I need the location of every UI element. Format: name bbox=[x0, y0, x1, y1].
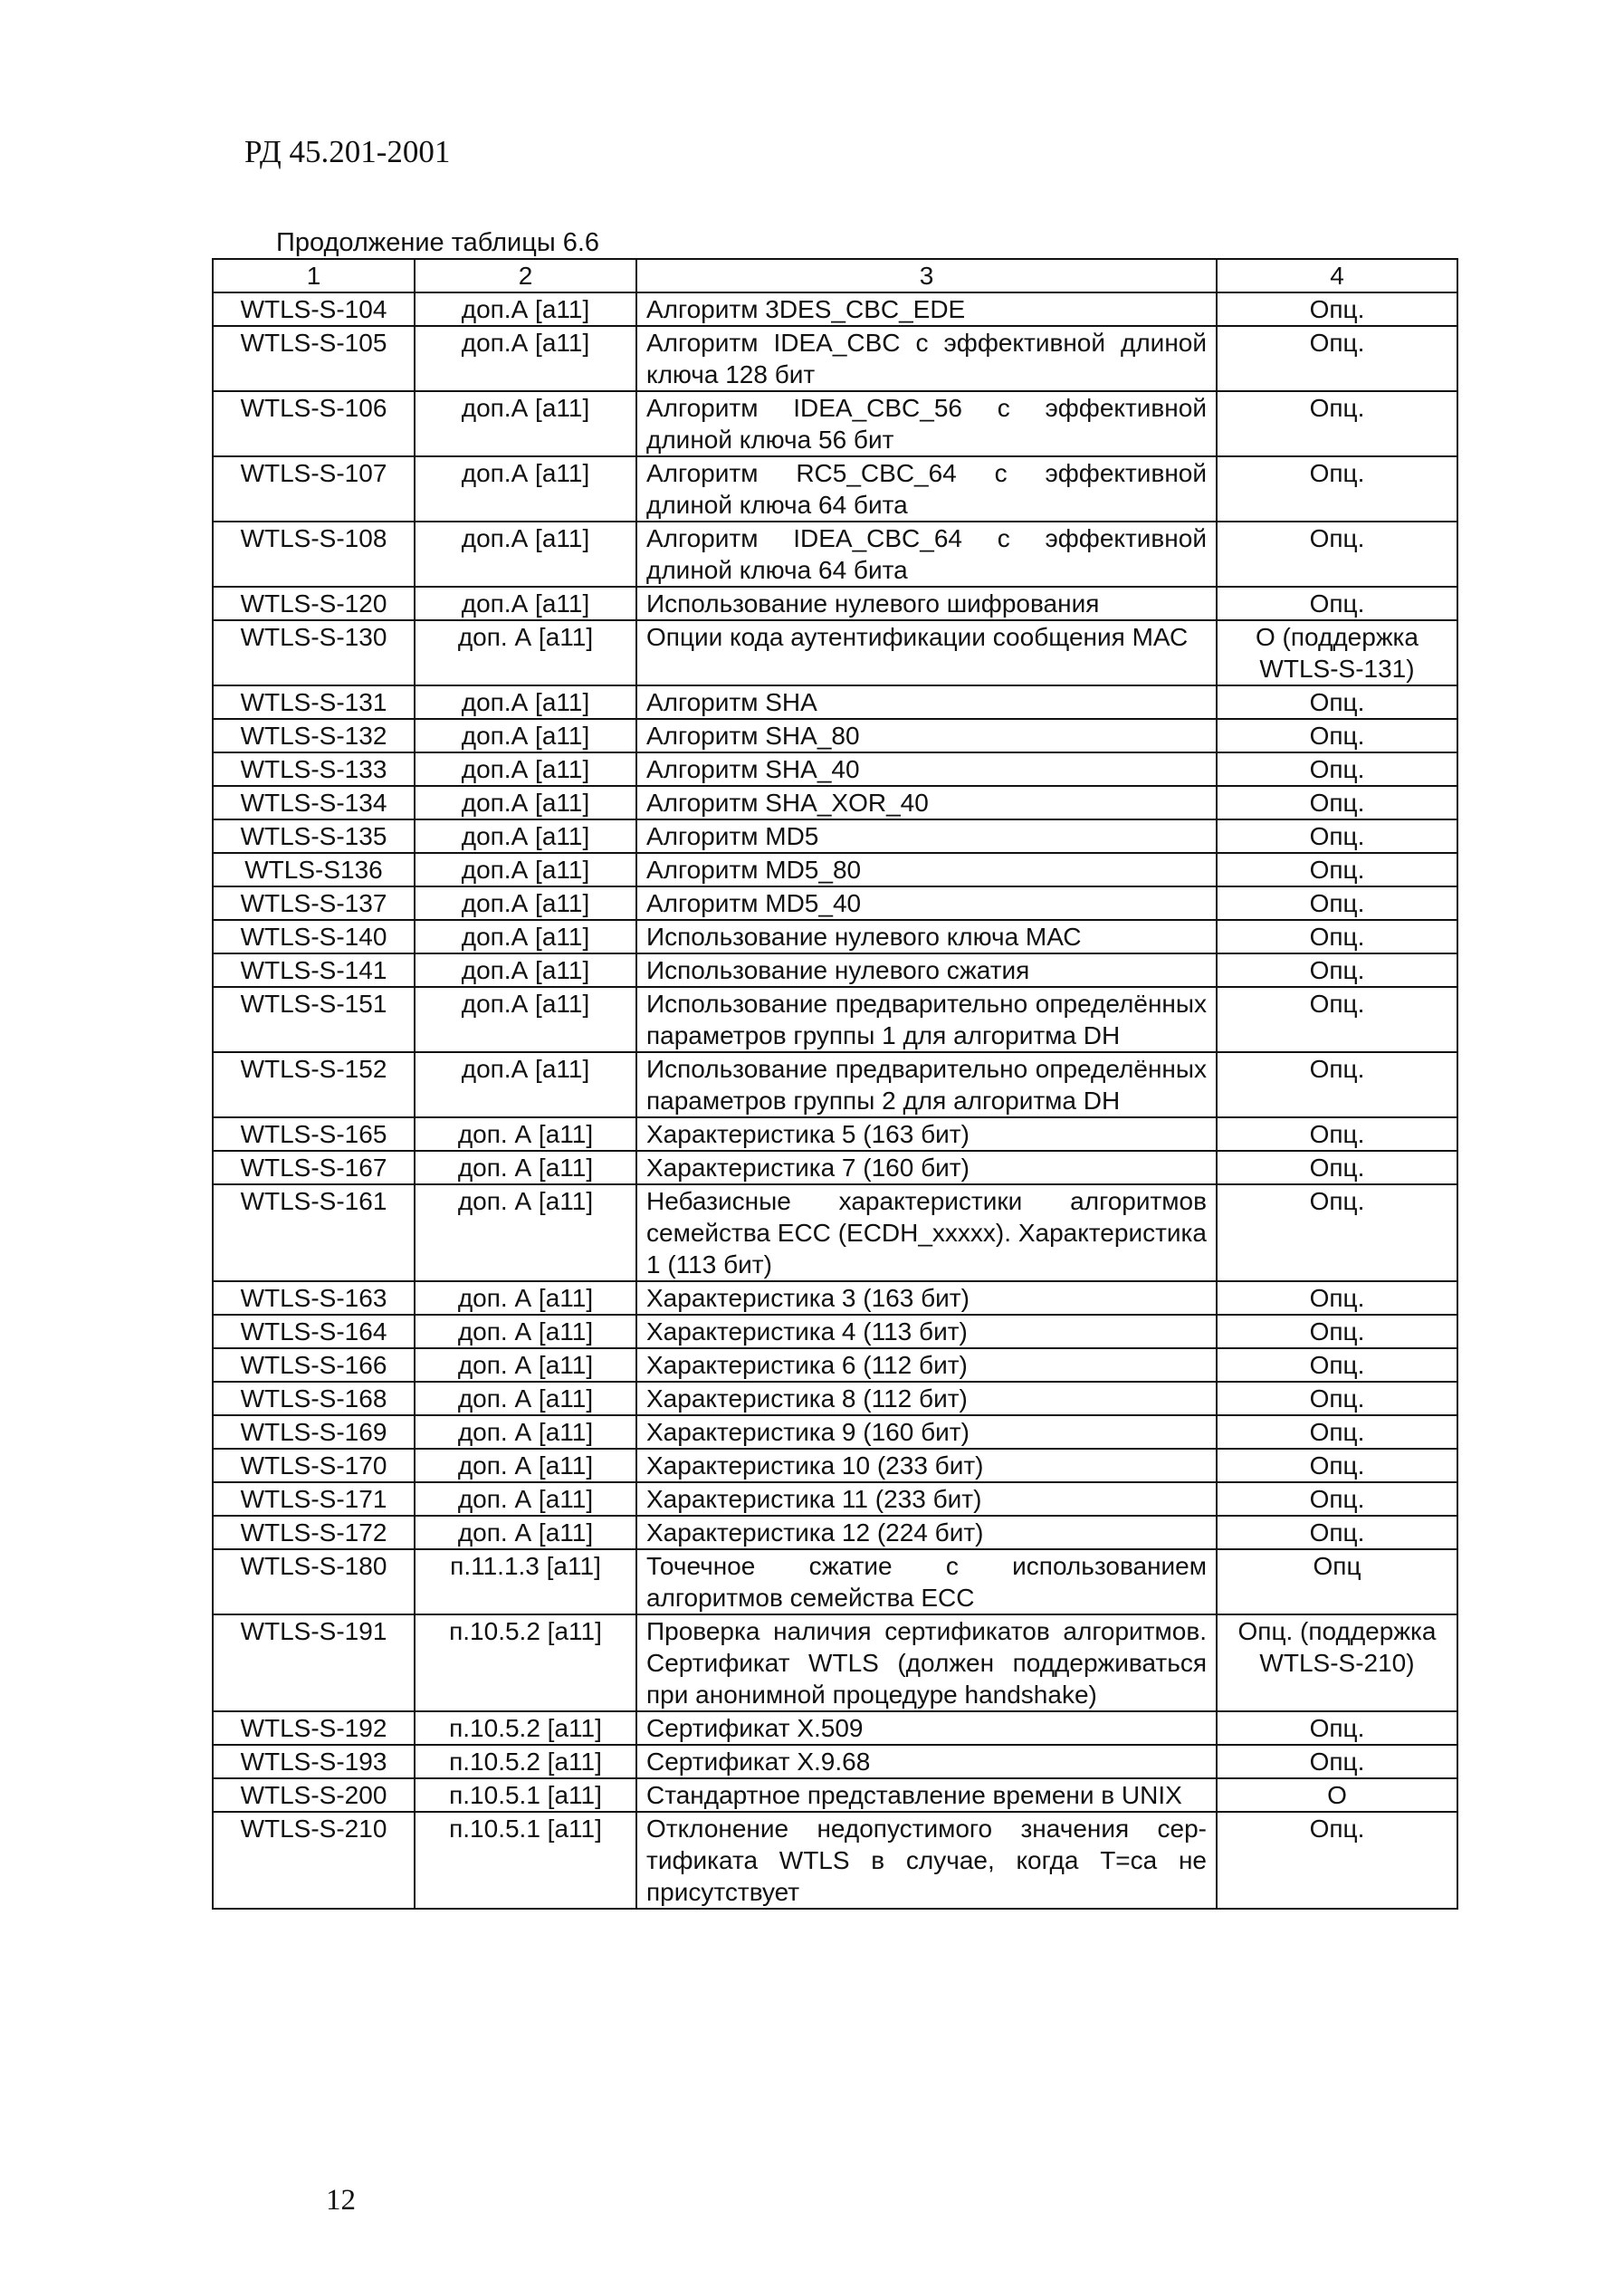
requirement-id-cell: WTLS-S-106 bbox=[213, 391, 415, 456]
reference-cell: доп. А [a11] bbox=[415, 1415, 636, 1449]
reference-cell: доп.А [a11] bbox=[415, 920, 636, 953]
status-cell: Опц. bbox=[1217, 1516, 1457, 1549]
table-body bbox=[213, 259, 1457, 1909]
reference-cell: п.10.5.2 [a11] bbox=[415, 1614, 636, 1711]
requirement-id-cell: WTLS-S-169 bbox=[213, 1415, 415, 1449]
reference-cell: доп.А [a11] bbox=[415, 719, 636, 752]
table-row bbox=[213, 1778, 1457, 1812]
status-cell: Опц. bbox=[1217, 987, 1457, 1052]
table-row bbox=[213, 886, 1457, 920]
status-cell: Опц. bbox=[1217, 1052, 1457, 1117]
requirement-id-cell: WTLS-S-105 bbox=[213, 326, 415, 391]
status-cell: Опц. bbox=[1217, 456, 1457, 522]
description-cell: Небазисные характеристики алгоритмов семейства ЕСС (ECDH_xxxxx). Характеристика 1 (113 бит) bbox=[636, 1184, 1217, 1281]
table-row bbox=[213, 456, 1457, 522]
requirement-id-cell: WTLS-S-191 bbox=[213, 1614, 415, 1711]
table-row bbox=[213, 1151, 1457, 1184]
description-cell: Характеристика 3 (163 бит) bbox=[636, 1281, 1217, 1315]
reference-cell: п.10.5.2 [a11] bbox=[415, 1745, 636, 1778]
status-cell: Опц. bbox=[1217, 953, 1457, 987]
requirement-id-cell: WTLS-S-161 bbox=[213, 1184, 415, 1281]
status-cell: О (поддержка WTLS-S-131) bbox=[1217, 620, 1457, 685]
requirement-id-cell: WTLS-S-132 bbox=[213, 719, 415, 752]
description-cell: Характеристика 10 (233 бит) bbox=[636, 1449, 1217, 1482]
table-row bbox=[213, 853, 1457, 886]
table-row bbox=[213, 685, 1457, 719]
status-cell: Опц. bbox=[1217, 1315, 1457, 1348]
reference-cell: доп.А [a11] bbox=[415, 752, 636, 786]
reference-cell: доп.А [a11] bbox=[415, 685, 636, 719]
description-cell: Характеристика 8 (112 бит) bbox=[636, 1382, 1217, 1415]
reference-cell: доп.А [a11] bbox=[415, 587, 636, 620]
requirement-id-cell: WTLS-S-166 bbox=[213, 1348, 415, 1382]
requirement-id-cell: WTLS-S-210 bbox=[213, 1812, 415, 1909]
table-row bbox=[213, 292, 1457, 326]
description-cell: Характеристика 11 (233 бит) bbox=[636, 1482, 1217, 1516]
requirement-id-cell: WTLS-S-134 bbox=[213, 786, 415, 819]
description-cell: Точечное сжатие с использованием алгоритмов семейства ЕСС bbox=[636, 1549, 1217, 1614]
reference-cell: доп.А [a11] bbox=[415, 987, 636, 1052]
description-cell: Использование нулевого сжатия bbox=[636, 953, 1217, 987]
table-row bbox=[213, 786, 1457, 819]
table-row bbox=[213, 620, 1457, 685]
reference-cell: доп.А [a11] bbox=[415, 953, 636, 987]
reference-cell: доп.А [a11] bbox=[415, 292, 636, 326]
column-header-3: 3 bbox=[636, 259, 1217, 292]
status-cell: Опц. bbox=[1217, 1711, 1457, 1745]
status-cell: Опц. bbox=[1217, 1117, 1457, 1151]
table-row bbox=[213, 1281, 1457, 1315]
table-row bbox=[213, 1052, 1457, 1117]
requirement-id-cell: WTLS-S-130 bbox=[213, 620, 415, 685]
reference-cell: доп. А [a11] bbox=[415, 1281, 636, 1315]
description-cell: Отклонение недопустимого значения сер-тификата WTLS в случае, когда T=ca не присутствует bbox=[636, 1812, 1217, 1909]
description-cell: Алгоритм RC5_CBC_64 с эффективной длиной ключа 64 бита bbox=[636, 456, 1217, 522]
description-cell: Алгоритм SHA_XOR_40 bbox=[636, 786, 1217, 819]
reference-cell: доп. А [a11] bbox=[415, 1516, 636, 1549]
description-cell: Алгоритм SHA_80 bbox=[636, 719, 1217, 752]
status-cell: Опц. bbox=[1217, 1151, 1457, 1184]
reference-cell: доп.А [a11] bbox=[415, 391, 636, 456]
requirement-id-cell: WTLS-S-171 bbox=[213, 1482, 415, 1516]
description-cell: Использование предварительно определённых параметров группы 2 для алгоритма DH bbox=[636, 1052, 1217, 1117]
status-cell: О bbox=[1217, 1778, 1457, 1812]
table-row bbox=[213, 522, 1457, 587]
status-cell: Опц. bbox=[1217, 1382, 1457, 1415]
description-cell: Использование предварительно определённых параметров группы 1 для алгоритма DH bbox=[636, 987, 1217, 1052]
reference-cell: доп. А [a11] bbox=[415, 1184, 636, 1281]
table-row bbox=[213, 953, 1457, 987]
reference-cell: п.10.5.2 [a11] bbox=[415, 1711, 636, 1745]
status-cell: Опц. bbox=[1217, 719, 1457, 752]
requirement-id-cell: WTLS-S-151 bbox=[213, 987, 415, 1052]
description-cell: Использование нулевого ключа МАС bbox=[636, 920, 1217, 953]
description-cell: Характеристика 6 (112 бит) bbox=[636, 1348, 1217, 1382]
column-header-2: 2 bbox=[415, 259, 636, 292]
description-cell: Характеристика 12 (224 бит) bbox=[636, 1516, 1217, 1549]
table-row bbox=[213, 1315, 1457, 1348]
reference-cell: доп.А [a11] bbox=[415, 886, 636, 920]
reference-cell: доп. А [a11] bbox=[415, 1151, 636, 1184]
description-cell: Характеристика 5 (163 бит) bbox=[636, 1117, 1217, 1151]
table-row bbox=[213, 1117, 1457, 1151]
requirement-id-cell: WTLS-S-167 bbox=[213, 1151, 415, 1184]
description-cell: Алгоритм SHA_40 bbox=[636, 752, 1217, 786]
requirement-id-cell: WTLS-S-170 bbox=[213, 1449, 415, 1482]
requirement-id-cell: WTLS-S-164 bbox=[213, 1315, 415, 1348]
description-cell: Стандартное представление времени в UNIX bbox=[636, 1778, 1217, 1812]
description-cell: Алгоритм MD5 bbox=[636, 819, 1217, 853]
column-header-1: 1 bbox=[213, 259, 415, 292]
reference-cell: доп.А [a11] bbox=[415, 1052, 636, 1117]
status-cell: Опц. bbox=[1217, 1415, 1457, 1449]
status-cell: Опц. bbox=[1217, 920, 1457, 953]
table-row bbox=[213, 819, 1457, 853]
reference-cell: п.11.1.3 [a11] bbox=[415, 1549, 636, 1614]
requirements-table bbox=[212, 258, 1458, 1910]
requirement-id-cell: WTLS-S-137 bbox=[213, 886, 415, 920]
description-cell: Алгоритм IDEA_CBC_64 с эффективной длиной ключа 64 бита bbox=[636, 522, 1217, 587]
reference-cell: доп.А [a11] bbox=[415, 786, 636, 819]
reference-cell: доп.А [a11] bbox=[415, 853, 636, 886]
table-row bbox=[213, 1348, 1457, 1382]
requirement-id-cell: WTLS-S-135 bbox=[213, 819, 415, 853]
requirement-id-cell: WTLS-S-152 bbox=[213, 1052, 415, 1117]
description-cell: Алгоритм MD5_40 bbox=[636, 886, 1217, 920]
requirement-id-cell: WTLS-S-107 bbox=[213, 456, 415, 522]
requirement-id-cell: WTLS-S-193 bbox=[213, 1745, 415, 1778]
description-cell: Характеристика 4 (113 бит) bbox=[636, 1315, 1217, 1348]
reference-cell: доп. А [a11] bbox=[415, 1348, 636, 1382]
table-row bbox=[213, 1184, 1457, 1281]
status-cell: Опц. (поддержка WTLS-S-210) bbox=[1217, 1614, 1457, 1711]
reference-cell: п.10.5.1 [a11] bbox=[415, 1812, 636, 1909]
table-row bbox=[213, 1415, 1457, 1449]
status-cell: Опц bbox=[1217, 1549, 1457, 1614]
status-cell: Опц. bbox=[1217, 1449, 1457, 1482]
table-header-row bbox=[213, 259, 1457, 292]
status-cell: Опц. bbox=[1217, 1812, 1457, 1909]
status-cell: Опц. bbox=[1217, 1745, 1457, 1778]
reference-cell: доп. А [a11] bbox=[415, 1449, 636, 1482]
reference-cell: доп. А [a11] bbox=[415, 620, 636, 685]
description-cell: Проверка наличия сертификатов алгоритмов. Сертификат WTLS (должен поддерживаться при анонимной процедуре handshake) bbox=[636, 1614, 1217, 1711]
requirement-id-cell: WTLS-S-180 bbox=[213, 1549, 415, 1614]
status-cell: Опц. bbox=[1217, 685, 1457, 719]
status-cell: Опц. bbox=[1217, 522, 1457, 587]
status-cell: Опц. bbox=[1217, 853, 1457, 886]
description-cell: Сертификат X.9.68 bbox=[636, 1745, 1217, 1778]
description-cell: Сертификат X.509 bbox=[636, 1711, 1217, 1745]
requirement-id-cell: WTLS-S-192 bbox=[213, 1711, 415, 1745]
table-caption: Продолжение таблицы 6.6 bbox=[276, 228, 600, 257]
reference-cell: доп. А [a11] bbox=[415, 1382, 636, 1415]
status-cell: Опц. bbox=[1217, 1184, 1457, 1281]
reference-cell: доп.А [a11] bbox=[415, 456, 636, 522]
requirement-id-cell: WTLS-S-165 bbox=[213, 1117, 415, 1151]
table-row bbox=[213, 752, 1457, 786]
description-cell: Алгоритм IDEA_CBC_56 с эффективной длиной ключа 56 бит bbox=[636, 391, 1217, 456]
table-row bbox=[213, 1711, 1457, 1745]
description-cell: Алгоритм MD5_80 bbox=[636, 853, 1217, 886]
status-cell: Опц. bbox=[1217, 1348, 1457, 1382]
requirement-id-cell: WTLS-S-172 bbox=[213, 1516, 415, 1549]
status-cell: Опц. bbox=[1217, 1281, 1457, 1315]
page-number: 12 bbox=[326, 2184, 356, 2217]
description-cell: Алгоритм SHA bbox=[636, 685, 1217, 719]
status-cell: Опц. bbox=[1217, 819, 1457, 853]
status-cell: Опц. bbox=[1217, 786, 1457, 819]
table-row bbox=[213, 1482, 1457, 1516]
table-row bbox=[213, 920, 1457, 953]
table-row bbox=[213, 1745, 1457, 1778]
description-cell: Опции кода аутентификации сообщения МАС bbox=[636, 620, 1217, 685]
requirement-id-cell: WTLS-S-120 bbox=[213, 587, 415, 620]
requirement-id-cell: WTLS-S-140 bbox=[213, 920, 415, 953]
requirement-id-cell: WTLS-S-133 bbox=[213, 752, 415, 786]
requirement-id-cell: WTLS-S-163 bbox=[213, 1281, 415, 1315]
description-cell: Характеристика 7 (160 бит) bbox=[636, 1151, 1217, 1184]
table-row bbox=[213, 1382, 1457, 1415]
status-cell: Опц. bbox=[1217, 326, 1457, 391]
status-cell: Опц. bbox=[1217, 1482, 1457, 1516]
document-code: РД 45.201-2001 bbox=[244, 134, 451, 169]
table-row bbox=[213, 987, 1457, 1052]
requirement-id-cell: WTLS-S-131 bbox=[213, 685, 415, 719]
table-row bbox=[213, 1449, 1457, 1482]
table-row bbox=[213, 326, 1457, 391]
reference-cell: доп.А [a11] bbox=[415, 326, 636, 391]
table-row bbox=[213, 1516, 1457, 1549]
description-cell: Характеристика 9 (160 бит) bbox=[636, 1415, 1217, 1449]
status-cell: Опц. bbox=[1217, 391, 1457, 456]
requirement-id-cell: WTLS-S-104 bbox=[213, 292, 415, 326]
status-cell: Опц. bbox=[1217, 292, 1457, 326]
status-cell: Опц. bbox=[1217, 587, 1457, 620]
reference-cell: доп.А [a11] bbox=[415, 522, 636, 587]
requirement-id-cell: WTLS-S-108 bbox=[213, 522, 415, 587]
requirement-id-cell: WTLS-S136 bbox=[213, 853, 415, 886]
reference-cell: доп. А [a11] bbox=[415, 1482, 636, 1516]
reference-cell: доп. А [a11] bbox=[415, 1315, 636, 1348]
reference-cell: доп.А [a11] bbox=[415, 819, 636, 853]
description-cell: Алгоритм 3DES_CBC_EDE bbox=[636, 292, 1217, 326]
requirement-id-cell: WTLS-S-168 bbox=[213, 1382, 415, 1415]
description-cell: Использование нулевого шифрования bbox=[636, 587, 1217, 620]
status-cell: Опц. bbox=[1217, 752, 1457, 786]
column-header-4: 4 bbox=[1217, 259, 1457, 292]
requirement-id-cell: WTLS-S-200 bbox=[213, 1778, 415, 1812]
table-row bbox=[213, 1812, 1457, 1909]
table-row bbox=[213, 1549, 1457, 1614]
status-cell: Опц. bbox=[1217, 886, 1457, 920]
table-row bbox=[213, 587, 1457, 620]
table-row bbox=[213, 1614, 1457, 1711]
table-row bbox=[213, 391, 1457, 456]
requirement-id-cell: WTLS-S-141 bbox=[213, 953, 415, 987]
table-row bbox=[213, 719, 1457, 752]
description-cell: Алгоритм IDEA_CBC с эффективной длиной ключа 128 бит bbox=[636, 326, 1217, 391]
reference-cell: п.10.5.1 [a11] bbox=[415, 1778, 636, 1812]
reference-cell: доп. А [a11] bbox=[415, 1117, 636, 1151]
